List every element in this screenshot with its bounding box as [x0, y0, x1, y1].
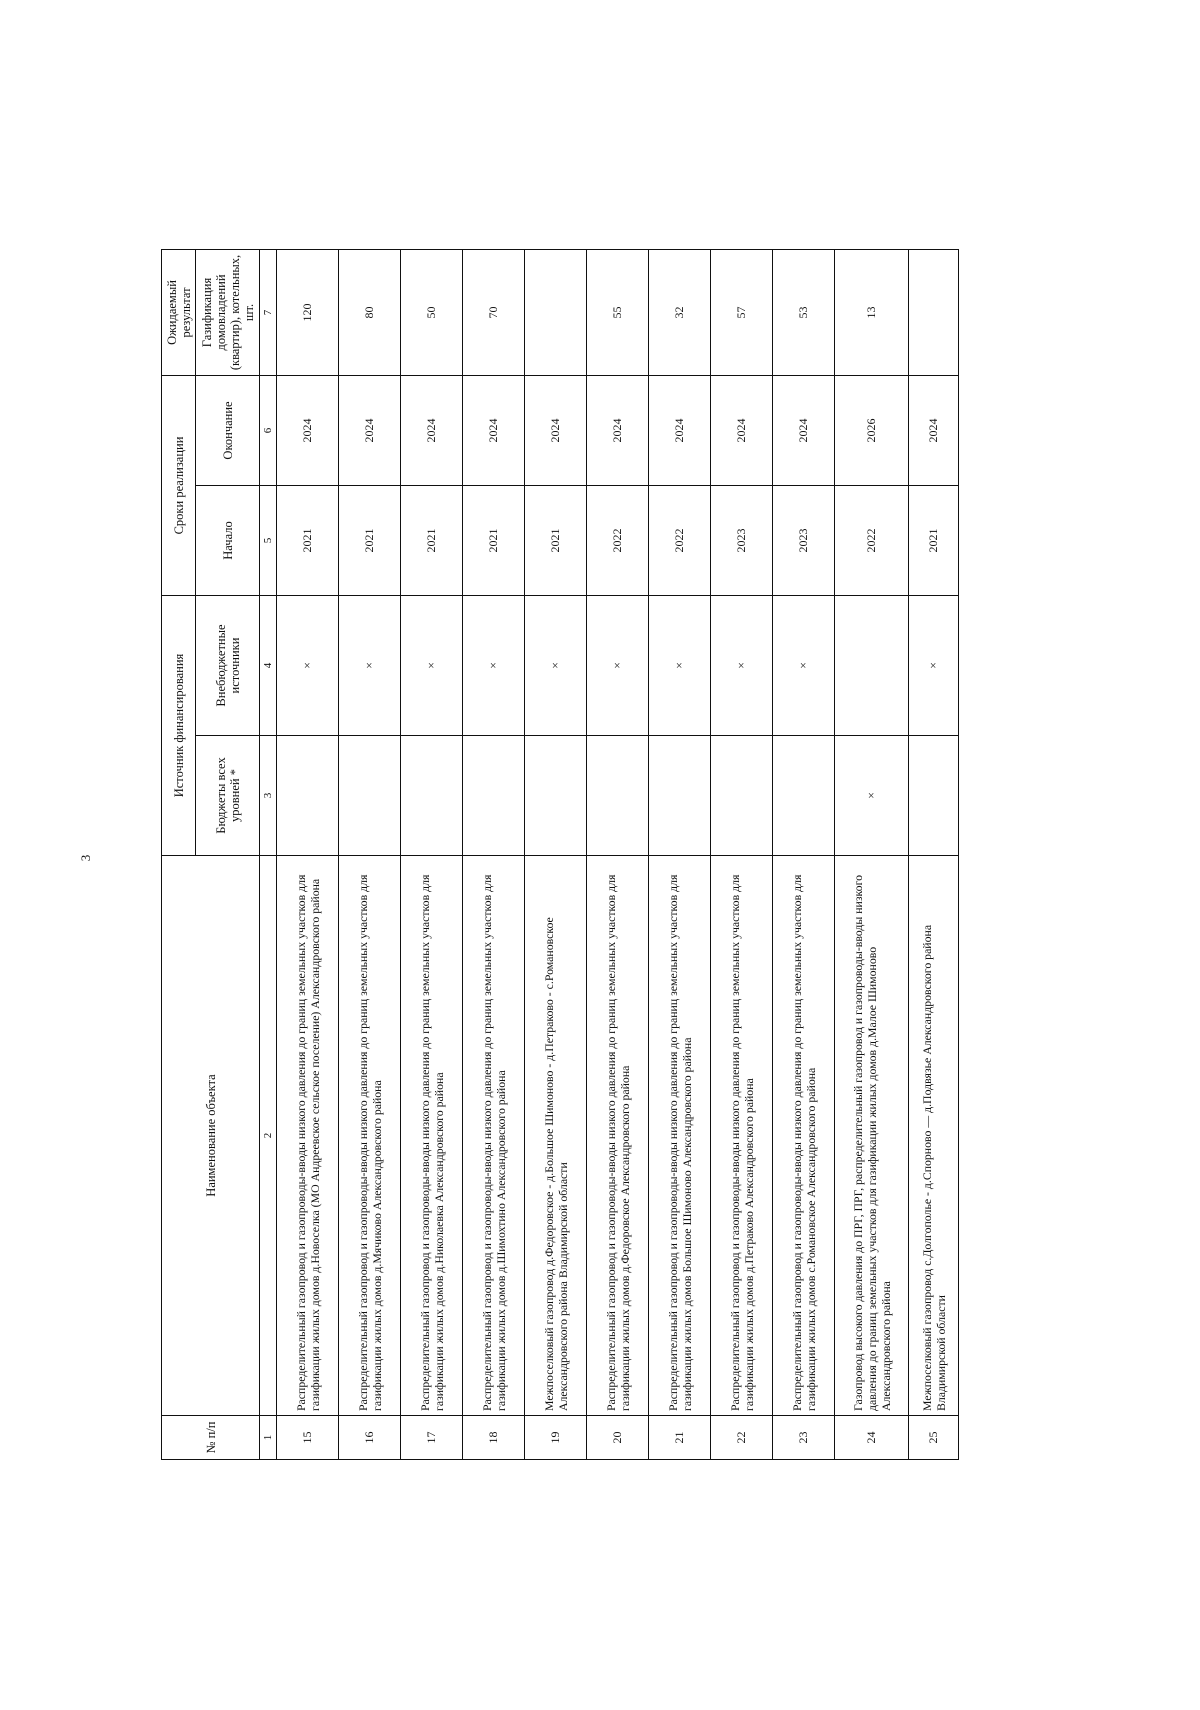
- header-result: Ожидаемый результат: [162, 249, 196, 375]
- result-count: 57: [711, 249, 773, 375]
- extra-cell: ×: [773, 596, 835, 736]
- result-count: 55: [587, 249, 649, 375]
- result-count: 80: [339, 249, 401, 375]
- start-year: 2022: [587, 486, 649, 596]
- budget-cell: [525, 736, 587, 856]
- object-name: Межпоселковый газопровод с.Долгополье - д.Спорново — д.Подвязье Александровского района Владимирской области: [909, 856, 959, 1416]
- object-name: Распределительный газопровод и газопроводы-вводы низкого давления до границ земельных участков для газификации жилых домов д.Николаевка Александровского района: [401, 856, 463, 1416]
- budget-cell: [401, 736, 463, 856]
- table-row: [587, 249, 649, 1459]
- object-name: Распределительный газопровод и газопроводы-вводы низкого давления до границ земельных участков для газификации жилых домов д.Новоселка (МО Андреевское сельское поселение) Александровского района: [277, 856, 339, 1416]
- col-number: 3: [260, 736, 277, 856]
- header-terms-start: Начало: [196, 486, 260, 596]
- budget-cell: ×: [835, 736, 909, 856]
- table-row: [339, 249, 401, 1459]
- extra-cell: ×: [909, 596, 959, 736]
- start-year: 2021: [339, 486, 401, 596]
- header-funding: Источник финансирования: [162, 596, 196, 856]
- result-count: 53: [773, 249, 835, 375]
- table-row: [773, 249, 835, 1459]
- row-number: 17: [401, 1416, 463, 1460]
- table-wrapper: [161, 250, 1006, 1460]
- header-funding-extra: Внебюджетные источники: [196, 596, 260, 736]
- header-terms: Сроки реализации: [162, 375, 196, 595]
- extra-cell: ×: [711, 596, 773, 736]
- budget-cell: [277, 736, 339, 856]
- object-name: Газопровод высокого давления до ПРГ, ПРГ, распределительный газопровод и газопроводы-вводы низкого давления до границ земельных участков для газификации жилых домов д.Малое Шимоново Александровского района: [835, 856, 909, 1416]
- start-year: 2022: [649, 486, 711, 596]
- budget-cell: [909, 736, 959, 856]
- extra-cell: ×: [649, 596, 711, 736]
- end-year: 2026: [835, 375, 909, 485]
- table-row: [401, 249, 463, 1459]
- object-name: Распределительный газопровод и газопроводы-вводы низкого давления до границ земельных участков для газификации жилых домов д.Мячиково Александровского района: [339, 856, 401, 1416]
- row-number: 16: [339, 1416, 401, 1460]
- budget-cell: [463, 736, 525, 856]
- end-year: 2024: [649, 375, 711, 485]
- header-num: № п/п: [162, 1416, 260, 1460]
- object-name: Распределительный газопровод и газопроводы-вводы низкого давления до границ земельных участков для газификации жилых домов Большое Шимоново Александровского района: [649, 856, 711, 1416]
- header-result-sub: Газификация домовладений (квартир), котельных, шт.: [196, 249, 260, 375]
- page-number: 3: [78, 854, 93, 862]
- extra-cell: ×: [463, 596, 525, 736]
- object-name: Распределительный газопровод и газопроводы-вводы низкого давления до границ земельных участков для газификации жилых домов д.Петраково Александровского района: [711, 856, 773, 1416]
- start-year: 2021: [401, 486, 463, 596]
- result-count: 70: [463, 249, 525, 375]
- start-year: 2021: [463, 486, 525, 596]
- end-year: 2024: [773, 375, 835, 485]
- start-year: 2023: [773, 486, 835, 596]
- table-row: [909, 249, 959, 1459]
- row-number: 22: [711, 1416, 773, 1460]
- result-count: [909, 249, 959, 375]
- col-number: 7: [260, 249, 277, 375]
- budget-cell: [587, 736, 649, 856]
- table-body: [277, 249, 959, 1459]
- object-name: Распределительный газопровод и газопроводы-вводы низкого давления до границ земельных участков для газификации жилых домов д.Федоровское Александровского района: [587, 856, 649, 1416]
- table-row: [463, 249, 525, 1459]
- extra-cell: ×: [587, 596, 649, 736]
- row-number: 23: [773, 1416, 835, 1460]
- header-terms-end: Окончание: [196, 375, 260, 485]
- row-number: 25: [909, 1416, 959, 1460]
- end-year: 2024: [401, 375, 463, 485]
- table-row: [835, 249, 909, 1459]
- extra-cell: ×: [401, 596, 463, 736]
- object-name: Межпоселковый газопровод д.Федоровское - д.Большое Шимоново - д.Петраково - с.Романовское Александровского района Владимирской области: [525, 856, 587, 1416]
- start-year: 2023: [711, 486, 773, 596]
- table-row: [525, 249, 587, 1459]
- object-name: Распределительный газопровод и газопроводы-вводы низкого давления до границ земельных участков для газификации жилых домов д.Шимохтино Александровского района: [463, 856, 525, 1416]
- extra-cell: [835, 596, 909, 736]
- extra-cell: ×: [525, 596, 587, 736]
- col-number: 2: [260, 856, 277, 1416]
- start-year: 2022: [835, 486, 909, 596]
- row-number: 20: [587, 1416, 649, 1460]
- start-year: 2021: [525, 486, 587, 596]
- budget-cell: [773, 736, 835, 856]
- column-numbers-row: [260, 249, 277, 1459]
- result-count: 50: [401, 249, 463, 375]
- result-count: 32: [649, 249, 711, 375]
- header-name: Наименование объекта: [162, 856, 260, 1416]
- row-number: 21: [649, 1416, 711, 1460]
- end-year: 2024: [587, 375, 649, 485]
- end-year: 2024: [711, 375, 773, 485]
- table-row: [277, 249, 339, 1459]
- extra-cell: ×: [339, 596, 401, 736]
- start-year: 2021: [909, 486, 959, 596]
- col-number: 4: [260, 596, 277, 736]
- result-count: 120: [277, 249, 339, 375]
- end-year: 2024: [463, 375, 525, 485]
- objects-table: [161, 249, 959, 1460]
- budget-cell: [339, 736, 401, 856]
- end-year: 2024: [339, 375, 401, 485]
- row-number: 24: [835, 1416, 909, 1460]
- result-count: 13: [835, 249, 909, 375]
- end-year: 2024: [909, 375, 959, 485]
- start-year: 2021: [277, 486, 339, 596]
- col-number: 5: [260, 486, 277, 596]
- budget-cell: [711, 736, 773, 856]
- extra-cell: ×: [277, 596, 339, 736]
- result-count: [525, 249, 587, 375]
- table-row: [711, 249, 773, 1459]
- end-year: 2024: [277, 375, 339, 485]
- row-number: 18: [463, 1416, 525, 1460]
- row-number: 19: [525, 1416, 587, 1460]
- budget-cell: [649, 736, 711, 856]
- col-number: 6: [260, 375, 277, 485]
- table-row: [649, 249, 711, 1459]
- end-year: 2024: [525, 375, 587, 485]
- row-number: 15: [277, 1416, 339, 1460]
- header-funding-budget: Бюджеты всех уровней *: [196, 736, 260, 856]
- col-number: 1: [260, 1416, 277, 1460]
- object-name: Распределительный газопровод и газопроводы-вводы низкого давления до границ земельных участков для газификации жилых домов с.Романовское Александровского района: [773, 856, 835, 1416]
